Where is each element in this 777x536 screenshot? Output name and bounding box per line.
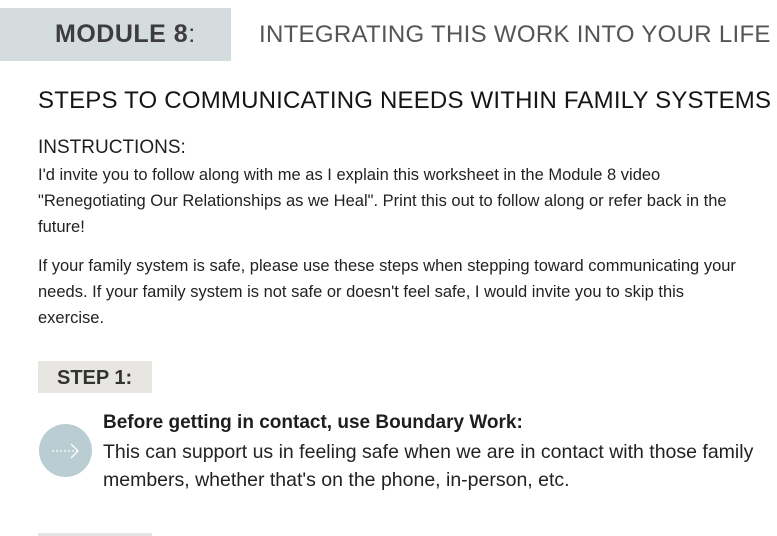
- page-title: STEPS TO COMMUNICATING NEEDS WITHIN FAMILY SYSTEMS: [38, 87, 772, 114]
- step-1-body: This can support us in feeling safe when we are in contact with those family members, whether that's on the phone, in-person, etc.: [103, 441, 754, 491]
- arrow-right-icon: [39, 424, 92, 477]
- instructions-paragraph-1: I'd invite you to follow along with me as I explain this worksheet in the Module 8 video "Renegotiating Our Relationships as we Heal". Print this out to follow along or refer back in the future!: [38, 166, 727, 236]
- step-1-heading: Before getting in contact, use Boundary Work:: [103, 412, 523, 433]
- module-header: [0, 0, 777, 61]
- module-label: [55, 20, 196, 49]
- instructions-heading: INSTRUCTIONS:: [38, 137, 186, 158]
- module-label-text: MODULE 8: [55, 20, 189, 48]
- module-title: INTEGRATING THIS WORK INTO YOUR LIFE: [259, 21, 771, 48]
- instructions-paragraph-2: If your family system is safe, please use these steps when stepping toward communicating your needs. If your family system is not safe or doesn't feel safe, I would invite you to skip this exercise.: [38, 257, 736, 327]
- step-1-label: STEP 1:: [57, 367, 133, 389]
- module-colon: :: [188, 20, 196, 48]
